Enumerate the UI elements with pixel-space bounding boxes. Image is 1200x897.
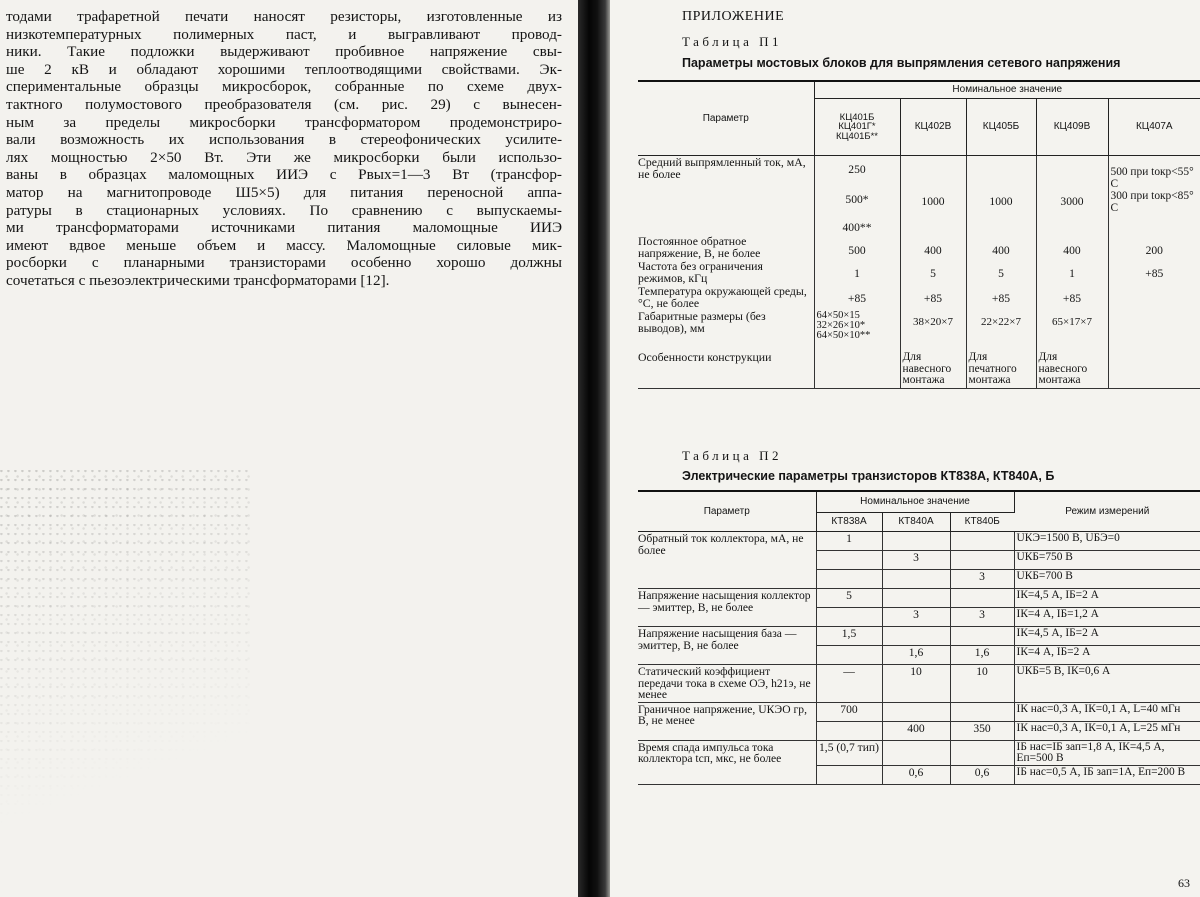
text-line: вали возможность их использования в стереофонических усилите-: [6, 131, 562, 149]
group-header: Номинальное значение: [816, 491, 1014, 513]
param-cell: Постоянное обратное напряжение, В, не более: [638, 235, 814, 260]
value-cell: 200: [1145, 244, 1163, 257]
value-cell: [882, 627, 950, 646]
column-header: КЦ402В: [900, 99, 966, 156]
value-cell: [1108, 156, 1200, 236]
column-header: КТ838А: [816, 513, 882, 532]
value-cell: 350: [950, 721, 1014, 740]
mode-cell: IК=4 А, IБ=1,2 А: [1014, 608, 1200, 627]
param-cell: Особенности конструкции: [638, 342, 814, 388]
value-cell: [816, 765, 882, 784]
mode-cell: UКБ=700 В: [1014, 570, 1200, 589]
value-cell: 1,5 (0,7 тип): [816, 740, 882, 765]
value-cell: [950, 740, 1014, 765]
table-row: [638, 665, 1200, 703]
value-cell: 3: [882, 551, 950, 570]
value-cell: 1,6: [882, 646, 950, 665]
text-line: ным за пределы микросборки трансформатором продемонстриро-: [6, 113, 562, 131]
value-cell: 22×22×7: [966, 310, 1036, 342]
text-line: лях мощностью 2×50 Вт. Эти же микросборки были использо-: [6, 148, 562, 166]
column-header: КЦ409В: [1036, 99, 1108, 156]
value-cell: 400: [1036, 235, 1108, 260]
value-cell: [1108, 342, 1200, 388]
table-row: [638, 702, 1200, 721]
value-cell: [950, 627, 1014, 646]
text-line: имеют вдвое меньше объем и массу. Маломощные силовые мик-: [6, 236, 562, 254]
text-line: ми трансформаторами источниками питания маломощные ИИЭ: [6, 219, 562, 237]
table-p1-caption: Параметры мостовых блоков для выпрямления сетевого напряжения: [682, 56, 1121, 70]
mode-header: Режим измерений: [1014, 491, 1200, 532]
column-header: КЦ401Б КЦ401Г* КЦ401Б**: [814, 99, 900, 156]
value-cell: 3: [882, 608, 950, 627]
value-cell: [882, 740, 950, 765]
text-line: тодами трафаретной печати наносят резисторы, изготовленные из: [6, 8, 562, 25]
text-line: матор на магнитопроводе Ш5×5) для питания переносной аппа-: [6, 183, 562, 201]
param-cell: Статический коэффициент передачи тока в схеме ОЭ, h21э, не менее: [638, 665, 816, 703]
table-row: [638, 260, 1200, 285]
value-cell: 1,5: [816, 627, 882, 646]
value-cell: [816, 608, 882, 627]
value-cell: [816, 646, 882, 665]
value-cell: 3000: [1036, 156, 1108, 236]
value-cell: 1: [1036, 260, 1108, 285]
text-line: спериментальные образцы микросборок, собранные по схеме двух-: [6, 78, 562, 96]
value-cell: 3: [950, 608, 1014, 627]
value: 400**: [842, 221, 872, 234]
value-cell: 0,6: [882, 765, 950, 784]
value-cell: 0,6: [950, 765, 1014, 784]
value-cell: 5: [900, 260, 966, 285]
param-cell: Частота без ограничения режимов, кГц: [638, 260, 814, 285]
value: 64×50×15: [816, 310, 860, 321]
value-cell: 10: [882, 665, 950, 703]
table-p1-label: Таблица П1: [682, 34, 782, 49]
param-cell: Напряжение насыщения база — эмиттер, В, не более: [638, 627, 816, 665]
table-p2-label: Таблица П2: [682, 448, 782, 463]
table-row: [638, 285, 1200, 310]
value-cell: [882, 702, 950, 721]
table-row: [638, 310, 1200, 342]
column-header: КЦ407А: [1108, 99, 1200, 156]
value-cell: [1108, 285, 1200, 310]
value-cell: 5: [966, 260, 1036, 285]
value-cell: Для навесного монтажа: [1036, 342, 1108, 388]
value-cell: [882, 570, 950, 589]
value: 32×26×10*: [816, 320, 866, 331]
value-cell: 1,6: [950, 646, 1014, 665]
mode-cell: IБ нас=IБ зап=1,8 А, IК=4,5 А, Eп=500 В: [1014, 740, 1200, 765]
table-row: [638, 627, 1200, 646]
value: 500 при tокр<55° C: [1110, 166, 1194, 190]
value-cell: [814, 342, 900, 388]
value-cell: [816, 570, 882, 589]
mode-cell: UКБ=5 В, IК=0,6 А: [1014, 665, 1200, 703]
value-cell: +85: [814, 285, 900, 310]
appendix-heading: ПРИЛОЖЕНИЕ: [682, 9, 785, 24]
value-cell: 700: [816, 702, 882, 721]
value-cell: [950, 532, 1014, 551]
mode-cell: UКБ=750 В: [1014, 551, 1200, 570]
value-cell: [882, 589, 950, 608]
page-number: 63: [1178, 876, 1190, 890]
text-line: тактного полумостового преобразователя (см. рис. 29) с вынесен-: [6, 95, 562, 113]
param-cell: Время спада импульса тока коллектора tсп, мкс, не более: [638, 740, 816, 784]
table-p2-caption: Электрические параметры транзисторов КТ838А, КТ840А, Б: [682, 469, 1055, 483]
param-cell: Напряжение насыщения коллектор — эмиттер, В, не более: [638, 589, 816, 627]
book-gutter: [578, 0, 610, 897]
table-row: [638, 532, 1200, 551]
value-cell: [814, 310, 900, 342]
param-header: Параметр: [638, 81, 814, 156]
text-line: ваны в образцах маломощных ИИЭ с Pвых=1—3 Вт (трансфор-: [6, 166, 562, 184]
value-cell: 400: [900, 235, 966, 260]
mode-cell: IК нас=0,3 А, IК=0,1 А, L=25 мГн: [1014, 721, 1200, 740]
table-p2: [638, 490, 1200, 785]
param-cell: Габаритные размеры (без выводов), мм: [638, 310, 814, 342]
mode-cell: IБ нас=0,5 А, IБ зап=1А, Eп=200 В: [1014, 765, 1200, 784]
table-row: [638, 156, 1200, 236]
mode-cell: IК=4,5 А, IБ=2 А: [1014, 589, 1200, 608]
param-cell: Граничное напряжение, UКЭО гр, В, не менее: [638, 702, 816, 740]
group-header: Номинальное значение: [814, 81, 1200, 99]
text-line: ники. Такие подложки выдерживают пробивное напряжение свы-: [6, 43, 562, 61]
value-cell: 1: [814, 260, 900, 285]
value-cell: [816, 551, 882, 570]
value-cell: Для навесного монтажа: [900, 342, 966, 388]
scan-noise: [0, 470, 250, 890]
value-cell: —: [816, 665, 882, 703]
value-cell: [950, 551, 1014, 570]
table-row: [638, 740, 1200, 765]
mode-cell: IК нас=0,3 А, IК=0,1 А, L=40 мГн: [1014, 702, 1200, 721]
value-cell: 400: [966, 235, 1036, 260]
text-line: ше 2 кВ и обладают хорошими теплоотводящими свойствами. Эк-: [6, 60, 562, 78]
value-cell: +85: [966, 285, 1036, 310]
left-page: [0, 0, 578, 897]
value-cell: 1000: [966, 156, 1036, 236]
right-page: [610, 0, 1200, 897]
column-header: КЦ405Б: [966, 99, 1036, 156]
value-cell: +85: [1145, 267, 1164, 280]
text-line: низкотемпературных полимерных паст, и выгравливают провод-: [6, 25, 562, 43]
value-cell: [882, 532, 950, 551]
text-line: ратуры в стационарных условиях. По сравнению с выпускаемы-: [6, 201, 562, 219]
param-cell: Средний выпрямленный ток, мА, не более: [638, 156, 814, 236]
table-p1: [638, 80, 1200, 389]
table-row: [638, 235, 1200, 260]
text-line: росборки с планарными транзисторами особенно хорошо должны: [6, 254, 562, 272]
value-cell: [1108, 310, 1200, 342]
param-cell: Обратный ток коллектора, мА, не более: [638, 532, 816, 589]
value-cell: 3: [950, 570, 1014, 589]
value-cell: 400: [882, 721, 950, 740]
column-header: КТ840А: [882, 513, 950, 532]
value-cell: 38×20×7: [900, 310, 966, 342]
mode-cell: UКЭ=1500 В, UБЭ=0: [1014, 532, 1200, 551]
value: 64×50×10**: [816, 330, 871, 341]
value-cell: 1: [816, 532, 882, 551]
param-cell: Температура окружающей среды, °С, не более: [638, 285, 814, 310]
value-cell: +85: [1036, 285, 1108, 310]
value-cell: +85: [900, 285, 966, 310]
mode-cell: IК=4,5 А, IБ=2 А: [1014, 627, 1200, 646]
value-cell: Для печатного монтажа: [966, 342, 1036, 388]
mode-cell: IК=4 А, IБ=2 А: [1014, 646, 1200, 665]
value: 250: [848, 163, 866, 176]
param-header: Параметр: [638, 491, 816, 532]
value-cell: [814, 156, 900, 236]
value-cell: 65×17×7: [1036, 310, 1108, 342]
body-text: [6, 8, 562, 290]
value-cell: [816, 721, 882, 740]
text-line: сочетаться с пьезоэлектрическими трансформаторами [12].: [6, 271, 390, 289]
value-cell: 10: [950, 665, 1014, 703]
value: 500*: [845, 193, 869, 206]
table-row: [638, 589, 1200, 608]
value-cell: 1000: [900, 156, 966, 236]
value-cell: [950, 589, 1014, 608]
value-cell: 500: [814, 235, 900, 260]
table-row: [638, 342, 1200, 388]
value-cell: 5: [816, 589, 882, 608]
value-cell: [950, 702, 1014, 721]
value: 300 при tокр<85° C: [1110, 190, 1194, 214]
column-header: КТ840Б: [950, 513, 1014, 532]
